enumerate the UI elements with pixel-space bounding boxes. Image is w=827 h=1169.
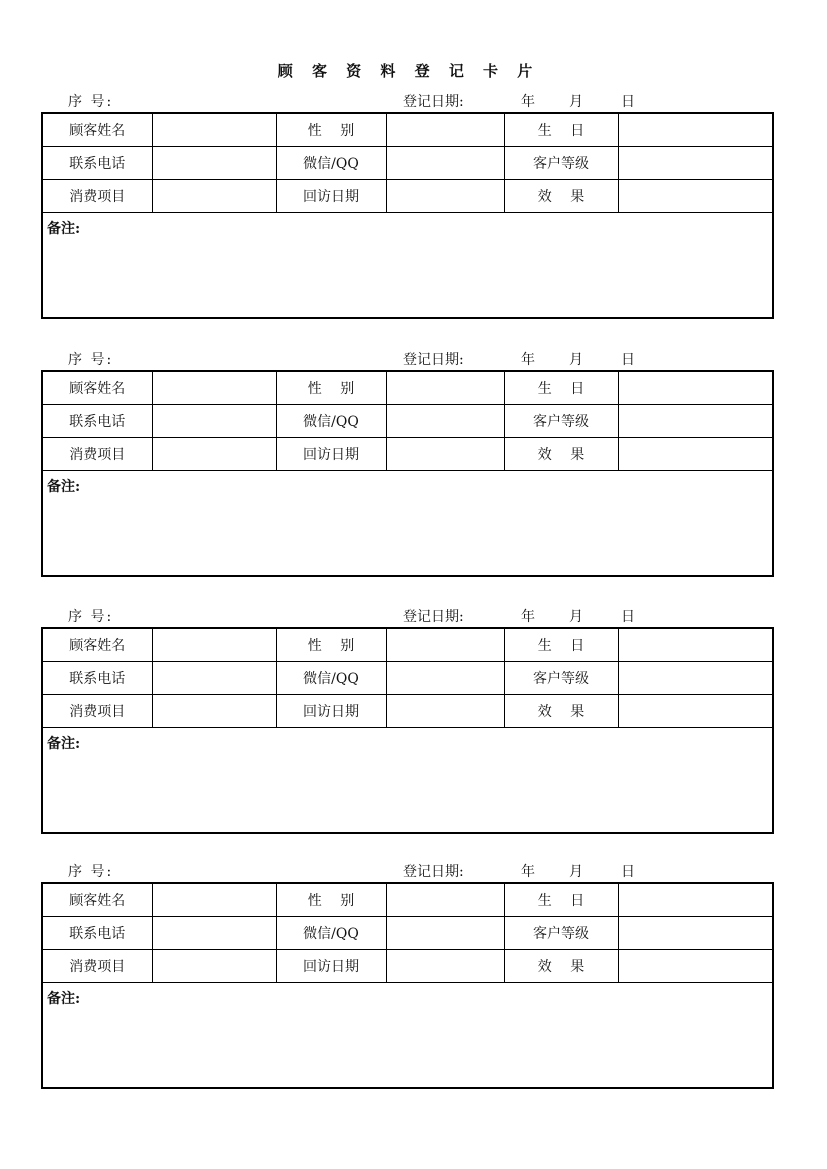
month-label: 月 xyxy=(569,609,583,625)
birthday-value[interactable] xyxy=(618,372,772,405)
customer-level-label: 客户等级 xyxy=(504,917,618,950)
revisit-date-value[interactable] xyxy=(386,695,504,728)
table-row xyxy=(43,114,772,147)
info-table xyxy=(43,884,772,983)
card-frame xyxy=(41,627,774,834)
customer-level-value[interactable] xyxy=(618,405,772,438)
card-frame xyxy=(41,112,774,319)
wechat-qq-value[interactable] xyxy=(386,405,504,438)
table-row xyxy=(43,147,772,180)
revisit-date-label: 回访日期 xyxy=(276,438,386,471)
table-row xyxy=(43,180,772,213)
consumption-item-value[interactable] xyxy=(152,438,276,471)
consumption-item-label: 消费项目 xyxy=(43,180,152,213)
birthday-value[interactable] xyxy=(618,629,772,662)
effect-label: 效 果 xyxy=(504,180,618,213)
customer-name-value[interactable] xyxy=(152,372,276,405)
birthday-value[interactable] xyxy=(618,114,772,147)
sequence-label: 序 号: xyxy=(68,352,114,368)
year-label: 年 xyxy=(521,864,535,880)
revisit-date-label: 回访日期 xyxy=(276,950,386,983)
registration-date-label: 登记日期: xyxy=(403,352,464,368)
birthday-label: 生 日 xyxy=(504,372,618,405)
consumption-item-label: 消费项目 xyxy=(43,438,152,471)
month-label: 月 xyxy=(569,864,583,880)
effect-label: 效 果 xyxy=(504,950,618,983)
revisit-date-value[interactable] xyxy=(386,950,504,983)
wechat-qq-value[interactable] xyxy=(386,662,504,695)
table-row xyxy=(43,629,772,662)
effect-label: 效 果 xyxy=(504,695,618,728)
revisit-date-value[interactable] xyxy=(386,180,504,213)
revisit-date-label: 回访日期 xyxy=(276,695,386,728)
gender-label: 性 别 xyxy=(276,372,386,405)
customer-name-value[interactable] xyxy=(152,884,276,917)
effect-value[interactable] xyxy=(618,180,772,213)
day-label: 日 xyxy=(621,94,635,110)
phone-value[interactable] xyxy=(152,917,276,950)
registration-date-label: 登记日期: xyxy=(403,94,464,110)
month-label: 月 xyxy=(569,352,583,368)
table-row xyxy=(43,950,772,983)
table-row xyxy=(43,695,772,728)
birthday-label: 生 日 xyxy=(504,629,618,662)
registration-date-label: 登记日期: xyxy=(403,864,464,880)
sequence-label: 序 号: xyxy=(68,94,114,110)
customer-name-value[interactable] xyxy=(152,114,276,147)
phone-label: 联系电话 xyxy=(43,662,152,695)
phone-label: 联系电话 xyxy=(43,147,152,180)
month-label: 月 xyxy=(569,94,583,110)
year-label: 年 xyxy=(521,352,535,368)
phone-value[interactable] xyxy=(152,147,276,180)
customer-level-label: 客户等级 xyxy=(504,147,618,180)
table-row xyxy=(43,662,772,695)
gender-value[interactable] xyxy=(386,372,504,405)
table-row xyxy=(43,438,772,471)
wechat-qq-label: 微信/QQ xyxy=(276,405,386,438)
phone-label: 联系电话 xyxy=(43,917,152,950)
customer-level-label: 客户等级 xyxy=(504,405,618,438)
phone-value[interactable] xyxy=(152,405,276,438)
remarks-label: 备注: xyxy=(47,479,81,495)
customer-name-label: 顾客姓名 xyxy=(43,114,152,147)
customer-level-value[interactable] xyxy=(618,147,772,180)
customer-level-label: 客户等级 xyxy=(504,662,618,695)
consumption-item-value[interactable] xyxy=(152,695,276,728)
sequence-label: 序 号: xyxy=(68,864,114,880)
birthday-label: 生 日 xyxy=(504,884,618,917)
consumption-item-label: 消费项目 xyxy=(43,950,152,983)
wechat-qq-value[interactable] xyxy=(386,917,504,950)
revisit-date-value[interactable] xyxy=(386,438,504,471)
phone-value[interactable] xyxy=(152,662,276,695)
wechat-qq-value[interactable] xyxy=(386,147,504,180)
day-label: 日 xyxy=(621,609,635,625)
birthday-value[interactable] xyxy=(618,884,772,917)
card-frame xyxy=(41,370,774,577)
effect-value[interactable] xyxy=(618,695,772,728)
gender-label: 性 别 xyxy=(276,884,386,917)
customer-name-label: 顾客姓名 xyxy=(43,884,152,917)
customer-card xyxy=(0,863,827,1103)
year-label: 年 xyxy=(521,94,535,110)
gender-label: 性 别 xyxy=(276,629,386,662)
effect-value[interactable] xyxy=(618,438,772,471)
gender-value[interactable] xyxy=(386,629,504,662)
customer-card xyxy=(0,608,827,848)
phone-label: 联系电话 xyxy=(43,405,152,438)
remarks-label: 备注: xyxy=(47,736,81,752)
consumption-item-label: 消费项目 xyxy=(43,695,152,728)
gender-label: 性 别 xyxy=(276,114,386,147)
gender-value[interactable] xyxy=(386,114,504,147)
table-row xyxy=(43,405,772,438)
wechat-qq-label: 微信/QQ xyxy=(276,147,386,180)
remarks-label: 备注: xyxy=(47,221,81,237)
wechat-qq-label: 微信/QQ xyxy=(276,917,386,950)
registration-date-label: 登记日期: xyxy=(403,609,464,625)
wechat-qq-label: 微信/QQ xyxy=(276,662,386,695)
table-row xyxy=(43,884,772,917)
card-frame xyxy=(41,882,774,1089)
remarks-label: 备注: xyxy=(47,991,81,1007)
info-table xyxy=(43,372,772,471)
consumption-item-value[interactable] xyxy=(152,180,276,213)
effect-label: 效 果 xyxy=(504,438,618,471)
customer-name-value[interactable] xyxy=(152,629,276,662)
revisit-date-label: 回访日期 xyxy=(276,180,386,213)
table-row xyxy=(43,917,772,950)
sequence-label: 序 号: xyxy=(68,609,114,625)
customer-card xyxy=(0,93,827,333)
effect-value[interactable] xyxy=(618,950,772,983)
day-label: 日 xyxy=(621,352,635,368)
gender-value[interactable] xyxy=(386,884,504,917)
info-table xyxy=(43,629,772,728)
customer-level-value[interactable] xyxy=(618,662,772,695)
year-label: 年 xyxy=(521,609,535,625)
table-row xyxy=(43,372,772,405)
consumption-item-value[interactable] xyxy=(152,950,276,983)
info-table xyxy=(43,114,772,213)
customer-name-label: 顾客姓名 xyxy=(43,372,152,405)
birthday-label: 生 日 xyxy=(504,114,618,147)
customer-level-value[interactable] xyxy=(618,917,772,950)
page-title: 顾 客 资 料 登 记 卡 片 xyxy=(277,62,540,80)
day-label: 日 xyxy=(621,864,635,880)
customer-card xyxy=(0,351,827,591)
customer-name-label: 顾客姓名 xyxy=(43,629,152,662)
